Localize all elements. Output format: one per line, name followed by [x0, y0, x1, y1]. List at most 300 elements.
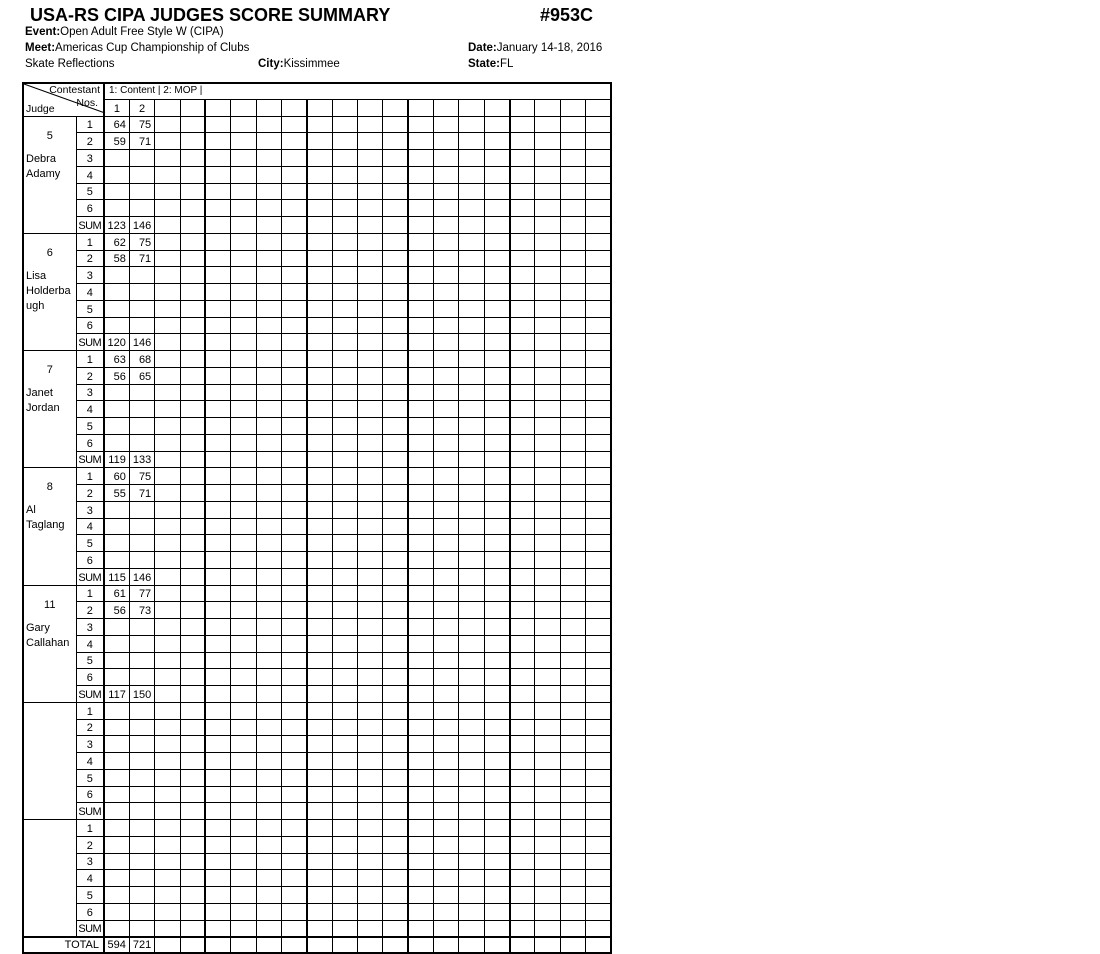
score-cell — [459, 702, 484, 719]
score-cell — [357, 719, 382, 736]
row-label-cell: 6 — [76, 552, 104, 569]
score-cell — [332, 853, 357, 870]
score-cell — [104, 619, 129, 636]
score-cell — [155, 786, 180, 803]
score-cell — [433, 250, 458, 267]
score-cell — [459, 233, 484, 250]
score-cell — [560, 518, 585, 535]
score-cell — [256, 150, 281, 167]
score-cell — [256, 820, 281, 837]
score-cell — [484, 753, 509, 770]
score-cell — [281, 585, 306, 602]
score-cell — [383, 284, 408, 301]
row-label-cell: 4 — [76, 166, 104, 183]
score-cell — [586, 233, 611, 250]
score-cell — [281, 250, 306, 267]
score-cell — [104, 769, 129, 786]
sum-value-cell — [332, 686, 357, 703]
score-cell — [231, 887, 256, 904]
total-value-cell — [408, 937, 433, 953]
score-cell — [535, 200, 560, 217]
score-cell — [104, 736, 129, 753]
sum-label-cell: SUM — [76, 920, 104, 937]
score-cell — [180, 853, 205, 870]
sum-value-cell — [205, 568, 230, 585]
sum-value-cell — [535, 568, 560, 585]
score-cell — [408, 702, 433, 719]
score-cell — [104, 518, 129, 535]
row-label-cell: 1 — [76, 233, 104, 250]
score-cell — [433, 736, 458, 753]
score-cell — [433, 702, 458, 719]
score-cell — [129, 669, 154, 686]
score-cell — [459, 736, 484, 753]
score-cell — [332, 485, 357, 502]
score-cell — [484, 183, 509, 200]
sum-value-cell — [281, 451, 306, 468]
score-cell — [231, 585, 256, 602]
score-cell — [332, 267, 357, 284]
score-cell — [180, 652, 205, 669]
score-cell — [535, 468, 560, 485]
score-cell — [307, 468, 332, 485]
score-cell — [560, 535, 585, 552]
score-cell — [231, 384, 256, 401]
score-cell — [104, 836, 129, 853]
score-table — [22, 82, 612, 954]
score-cell — [408, 284, 433, 301]
score-cell — [586, 351, 611, 368]
score-cell — [408, 669, 433, 686]
score-cell — [586, 485, 611, 502]
score-cell — [408, 317, 433, 334]
score-cell — [510, 619, 535, 636]
score-cell — [129, 719, 154, 736]
score-cell — [205, 351, 230, 368]
sum-label-cell: SUM — [76, 451, 104, 468]
sum-value-cell — [433, 803, 458, 820]
score-cell — [155, 669, 180, 686]
score-cell — [408, 434, 433, 451]
score-cell — [307, 736, 332, 753]
score-cell — [332, 903, 357, 920]
score-cell — [357, 669, 382, 686]
score-cell — [433, 870, 458, 887]
score-cell — [433, 518, 458, 535]
score-cell — [307, 602, 332, 619]
score-cell — [231, 501, 256, 518]
score-cell — [129, 552, 154, 569]
sum-value-cell — [459, 920, 484, 937]
score-cell — [104, 501, 129, 518]
score-cell — [205, 418, 230, 435]
sum-value-cell — [281, 920, 306, 937]
score-cell — [484, 200, 509, 217]
score-cell — [281, 870, 306, 887]
score-cell — [484, 585, 509, 602]
score-cell — [560, 736, 585, 753]
total-value-cell: 721 — [129, 937, 154, 953]
score-cell — [459, 820, 484, 837]
score-cell — [256, 903, 281, 920]
score-cell — [459, 552, 484, 569]
sum-value-cell: 150 — [129, 686, 154, 703]
score-cell — [205, 619, 230, 636]
score-cell — [205, 719, 230, 736]
score-cell — [383, 853, 408, 870]
score-cell — [307, 267, 332, 284]
score-cell — [357, 485, 382, 502]
score-cell — [129, 166, 154, 183]
score-cell — [281, 317, 306, 334]
score-cell — [586, 418, 611, 435]
score-cell — [408, 736, 433, 753]
sum-value-cell — [231, 334, 256, 351]
sum-value-cell — [433, 568, 458, 585]
score-cell — [408, 351, 433, 368]
score-cell: 58 — [104, 250, 129, 267]
score-cell: 56 — [104, 367, 129, 384]
score-cell — [586, 820, 611, 837]
score-cell — [535, 116, 560, 133]
score-cell — [535, 166, 560, 183]
score-cell — [459, 535, 484, 552]
score-cell — [307, 485, 332, 502]
sum-value-cell — [535, 451, 560, 468]
score-cell — [205, 552, 230, 569]
corner-cell — [23, 83, 104, 116]
score-cell — [408, 468, 433, 485]
score-cell — [510, 250, 535, 267]
score-cell — [180, 418, 205, 435]
score-cell — [205, 652, 230, 669]
score-cell — [535, 501, 560, 518]
score-cell — [180, 200, 205, 217]
sum-value-cell — [560, 920, 585, 937]
score-cell — [180, 870, 205, 887]
score-cell — [510, 769, 535, 786]
contestant-col-header — [383, 99, 408, 116]
score-cell — [433, 233, 458, 250]
date-value: January 14-18, 2016 — [496, 42, 603, 54]
score-cell — [459, 602, 484, 619]
score-cell — [155, 183, 180, 200]
score-cell — [155, 535, 180, 552]
score-cell — [129, 518, 154, 535]
score-cell — [307, 652, 332, 669]
sum-value-cell — [180, 451, 205, 468]
sum-value-cell — [256, 686, 281, 703]
total-value-cell: 594 — [104, 937, 129, 953]
score-cell — [560, 619, 585, 636]
score-cell — [205, 250, 230, 267]
score-cell — [484, 401, 509, 418]
sum-value-cell — [586, 217, 611, 234]
score-cell — [433, 602, 458, 619]
sum-value-cell — [307, 686, 332, 703]
score-cell — [104, 903, 129, 920]
sum-value-cell — [281, 686, 306, 703]
row-label-cell: 4 — [76, 870, 104, 887]
score-cell — [256, 367, 281, 384]
sum-value-cell — [357, 920, 382, 937]
score-cell — [231, 669, 256, 686]
score-cell — [383, 150, 408, 167]
sum-value-cell: 115 — [104, 568, 129, 585]
score-cell — [205, 836, 230, 853]
score-cell — [256, 585, 281, 602]
score-cell — [307, 418, 332, 435]
score-cell — [281, 233, 306, 250]
score-cell — [586, 669, 611, 686]
score-cell — [129, 887, 154, 904]
sum-value-cell — [332, 568, 357, 585]
sum-value-cell — [408, 451, 433, 468]
score-cell — [408, 820, 433, 837]
score-cell — [307, 401, 332, 418]
score-cell — [256, 602, 281, 619]
score-cell — [332, 836, 357, 853]
score-cell — [535, 769, 560, 786]
score-cell — [231, 317, 256, 334]
score-cell — [155, 317, 180, 334]
score-cell — [535, 367, 560, 384]
score-cell — [459, 418, 484, 435]
row-label-cell: 6 — [76, 669, 104, 686]
score-cell — [129, 635, 154, 652]
score-cell — [281, 635, 306, 652]
sum-value-cell — [535, 803, 560, 820]
sum-value-cell — [433, 686, 458, 703]
judge-name: Al Taglang — [26, 504, 65, 532]
score-cell — [586, 753, 611, 770]
sum-value-cell — [560, 451, 585, 468]
score-cell — [383, 317, 408, 334]
score-cell — [510, 384, 535, 401]
score-cell — [129, 317, 154, 334]
score-cell — [155, 836, 180, 853]
score-cell — [433, 753, 458, 770]
score-cell — [484, 501, 509, 518]
score-cell — [332, 250, 357, 267]
score-cell — [231, 518, 256, 535]
score-cell — [535, 250, 560, 267]
sum-value-cell — [155, 803, 180, 820]
score-cell — [357, 250, 382, 267]
score-cell — [510, 133, 535, 150]
score-cell — [459, 434, 484, 451]
score-cell — [510, 367, 535, 384]
sum-value-cell — [560, 686, 585, 703]
score-cell — [332, 619, 357, 636]
row-label-cell: 4 — [76, 518, 104, 535]
score-cell — [408, 769, 433, 786]
row-label-cell: 5 — [76, 652, 104, 669]
score-cell — [535, 518, 560, 535]
score-cell — [510, 702, 535, 719]
score-cell — [281, 602, 306, 619]
score-cell — [560, 200, 585, 217]
score-cell — [510, 552, 535, 569]
score-cell — [535, 652, 560, 669]
score-cell — [104, 401, 129, 418]
score-cell — [357, 317, 382, 334]
score-cell — [586, 267, 611, 284]
score-cell — [357, 183, 382, 200]
sum-value-cell — [484, 217, 509, 234]
score-cell — [307, 585, 332, 602]
score-cell — [408, 786, 433, 803]
score-cell — [281, 401, 306, 418]
score-cell — [332, 535, 357, 552]
score-cell — [155, 150, 180, 167]
score-cell — [129, 401, 154, 418]
sum-value-cell — [535, 920, 560, 937]
score-cell — [104, 820, 129, 837]
score-cell — [433, 585, 458, 602]
score-cell — [560, 284, 585, 301]
total-value-cell — [332, 937, 357, 953]
row-label-cell: 3 — [76, 619, 104, 636]
score-cell — [231, 702, 256, 719]
score-cell — [332, 702, 357, 719]
score-cell — [357, 753, 382, 770]
score-cell — [510, 317, 535, 334]
contestant-col-header — [307, 99, 332, 116]
score-cell — [459, 836, 484, 853]
score-cell — [205, 367, 230, 384]
judge-cell — [23, 468, 76, 585]
score-cell — [357, 602, 382, 619]
sum-value-cell — [459, 686, 484, 703]
sum-value-cell: 123 — [104, 217, 129, 234]
sum-value-cell — [535, 217, 560, 234]
sum-value-cell — [129, 803, 154, 820]
sum-value-cell — [307, 568, 332, 585]
sum-value-cell — [484, 451, 509, 468]
score-cell — [535, 585, 560, 602]
score-cell — [357, 116, 382, 133]
score-cell — [433, 317, 458, 334]
score-cell — [433, 619, 458, 636]
sum-value-cell — [307, 803, 332, 820]
score-cell — [484, 133, 509, 150]
score-cell — [332, 300, 357, 317]
sum-value-cell — [433, 217, 458, 234]
sum-value-cell — [357, 451, 382, 468]
judge-cell — [23, 585, 76, 702]
score-cell — [535, 786, 560, 803]
score-cell — [256, 351, 281, 368]
score-cell: 59 — [104, 133, 129, 150]
score-cell — [586, 652, 611, 669]
score-cell — [256, 552, 281, 569]
row-label-cell: 1 — [76, 820, 104, 837]
score-cell — [205, 501, 230, 518]
total-value-cell — [433, 937, 458, 953]
score-cell — [307, 669, 332, 686]
score-cell — [256, 786, 281, 803]
score-cell — [332, 585, 357, 602]
score-cell — [180, 267, 205, 284]
score-cell — [433, 468, 458, 485]
score-cell — [459, 116, 484, 133]
score-cell — [484, 635, 509, 652]
score-cell — [510, 200, 535, 217]
score-cell — [433, 200, 458, 217]
score-cell — [459, 133, 484, 150]
score-cell — [510, 401, 535, 418]
corner-judge-label: Judge — [26, 102, 55, 115]
score-cell — [205, 736, 230, 753]
score-cell — [256, 619, 281, 636]
sum-value-cell — [383, 217, 408, 234]
score-cell — [307, 552, 332, 569]
sum-value-cell — [510, 803, 535, 820]
score-cell — [281, 786, 306, 803]
score-cell — [408, 150, 433, 167]
score-cell: 75 — [129, 116, 154, 133]
sum-value-cell — [332, 334, 357, 351]
score-cell — [510, 434, 535, 451]
score-cell — [433, 434, 458, 451]
score-cell: 61 — [104, 585, 129, 602]
score-cell — [408, 300, 433, 317]
score-cell — [383, 233, 408, 250]
score-cell — [231, 300, 256, 317]
score-cell — [281, 887, 306, 904]
score-cell — [231, 200, 256, 217]
score-cell — [560, 267, 585, 284]
score-cell — [332, 367, 357, 384]
score-cell — [129, 753, 154, 770]
sum-value-cell — [560, 217, 585, 234]
score-cell — [332, 552, 357, 569]
score-cell — [205, 535, 230, 552]
score-cell — [155, 903, 180, 920]
sum-value-cell — [256, 451, 281, 468]
row-label-cell: 4 — [76, 635, 104, 652]
score-cell — [433, 133, 458, 150]
score-cell — [205, 150, 230, 167]
score-cell — [484, 468, 509, 485]
score-cell — [560, 351, 585, 368]
score-cell — [535, 284, 560, 301]
score-cell — [357, 769, 382, 786]
score-cell — [231, 116, 256, 133]
score-cell — [231, 434, 256, 451]
score-cell — [231, 367, 256, 384]
score-cell — [104, 183, 129, 200]
event-label: Event: — [25, 26, 61, 38]
score-cell — [357, 702, 382, 719]
score-cell — [357, 418, 382, 435]
row-label-cell: 2 — [76, 836, 104, 853]
score-cell — [205, 434, 230, 451]
contestant-col-header: 1 — [104, 99, 129, 116]
score-cell — [332, 719, 357, 736]
score-cell — [357, 853, 382, 870]
score-cell — [307, 753, 332, 770]
score-cell — [484, 836, 509, 853]
score-cell — [560, 585, 585, 602]
score-cell — [129, 200, 154, 217]
score-cell — [484, 250, 509, 267]
score-cell — [459, 317, 484, 334]
sum-value-cell — [383, 451, 408, 468]
score-cell — [180, 401, 205, 418]
judge-number: 6 — [46, 246, 53, 259]
